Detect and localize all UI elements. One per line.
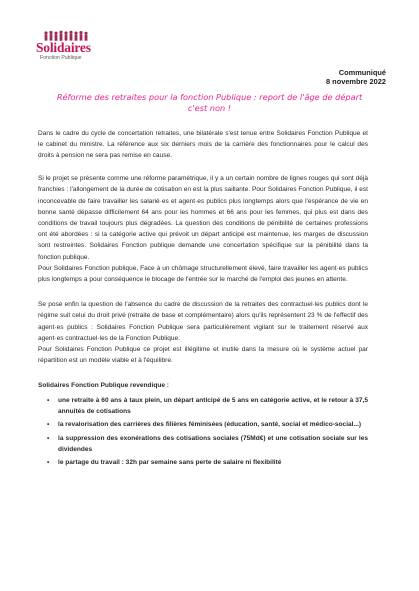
document-body (38, 128, 368, 471)
demand-item: • une retraite à 60 ans à taux plein, un départ anticipé de 5 ans en catégorie active, et le retour à 37,5 annuités de cotisations (58, 395, 368, 417)
demand-item: • la suppression des exonérations des cotisations sociales (75Md€) et une cotisation sociale sur les dividendes (58, 433, 368, 455)
body-paragraph: Pour Solidaires Fonction Publique ce projet est illégitime et inutile dans la mesure où le système actuel par répartition est un modèle viable et à l'équilibre. (38, 345, 368, 365)
logo-brand-text: Solidaires (36, 40, 91, 55)
document-type: Communiqué (338, 68, 386, 77)
logo-subtitle: Fonction Publique (40, 55, 82, 61)
body-paragraph: Si le projet se présente comme une réforme paramétrique, il y a un certain nombre de lignes rouges qui sont déjà franchies : l'allongement de la durée de cotisation en est la plus saillante. Pour Solidaires Fonction Publique, il est inconcevable de faire travailler les salarié·es et agent·es publics plus longtemps alors que l'espérance de vie en bonne santé dépasse difficilement 64 ans pour les hommes et 66 ans pour les femmes, qui plus est dans des conditions de travail toujours plus dégradées. La question des conditions de pénibilité de certaines professions ont été abordées : si la catégorie active qui prévoit un départ anticipé est maintenue, les marges de discussion sont restreintes. Solidaires Fonction publique demande une concertation spécifique sur la pénibilité dans la fonction publique. (38, 175, 368, 261)
body-paragraph: Pour Solidaires Fonction publique, Face à un chômage structurellement élevé, faire travailler les agent·es publics plus longtemps a pour conséquence le blocage de l'entrée sur le marché de l'emploi des jeunes en attente. (38, 264, 368, 283)
demands-heading: Solidaires Fonction Publique revendique : (38, 382, 169, 390)
solidaires-logo (36, 30, 96, 64)
body-paragraph: Dans le cadre du cycle de concertation retraites, une bilatérale s'est tenue entre Solidaires Fonction Publique et le cabinet du ministre. La référence aux six derniers mois de la carrière des fonctionnaires pour le calcul des droits à pension ne sera pas remise en cause. (38, 130, 368, 160)
demand-item: • le partage du travail : 32h par semaine sans perte de salaire ni flexibilité (58, 457, 368, 468)
document-date: 8 novembre 2022 (326, 77, 386, 87)
document-title: Réforme des retraites pour la fonction Publique : report de l'âge de départ c'est non ! (56, 92, 363, 113)
body-paragraph: Se pose enfin la question de l'absence du cadre de discussion de la retraites des contractuel·les publics dont le régime suit celui du droit privé (retraite de base et complémentaire) alors qu'ils représentent 23 % de l'effectif des agent·es publics : Solidaires Fonction Publique sera particulièrement vigilant sur le traitement réservé aux agent·es contractuel·les de la Fonction Publique. (38, 301, 368, 342)
demand-item: • la revalorisation des carrières des filières féminisées (éducation, santé, social et médico-social...) (58, 419, 368, 430)
demands-list (38, 395, 368, 469)
document-header (326, 68, 386, 87)
